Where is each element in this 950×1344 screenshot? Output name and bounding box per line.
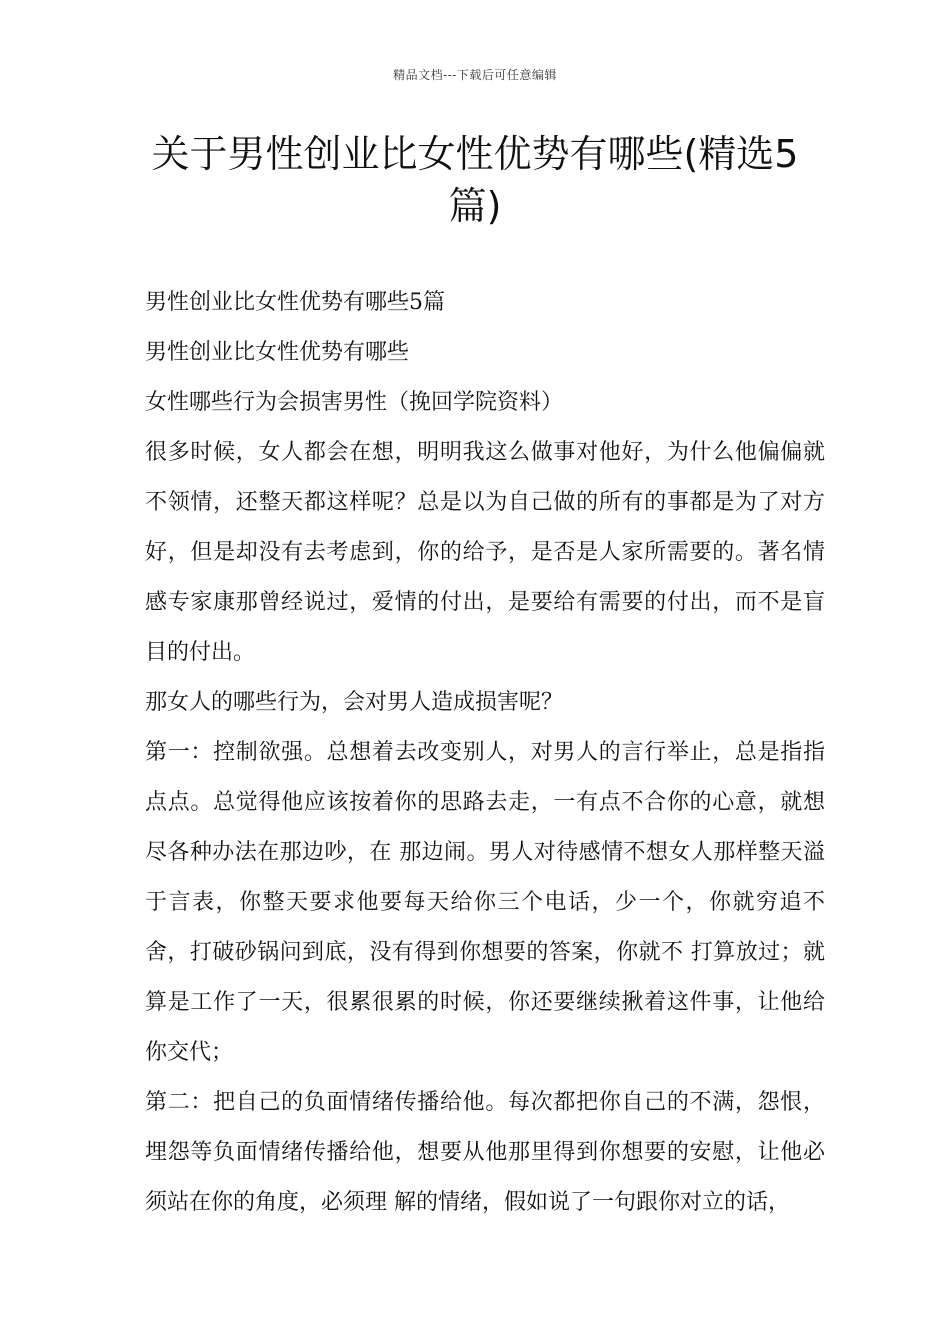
paragraph-heading: 男性创业比女性优势有哪些 xyxy=(145,340,410,365)
document-body xyxy=(145,278,825,1228)
header-note: 精品文档---下载后可任意编辑 xyxy=(393,68,557,82)
paragraph-subtitle: 男性创业比女性优势有哪些5篇 xyxy=(145,290,445,315)
paragraph: 很多时候，女人都会在想，明明我这么做事对他好，为什么他偏偏就不领情，还整天都这样呢？总是以为自己做的所有的事都是为了对方好，但是却没有去考虑到，你的给予，是否是人家所需要的。著名情感专家康那曾经说过，爱情的付出，是要给有需要的付出，而不是盲目的付出。 xyxy=(145,440,825,665)
paragraph-section-title: 女性哪些行为会损害男性（挽回学院资料） xyxy=(145,390,564,415)
paragraph: 第一：控制欲强。总想着去改变别人，对男人的言行举止，总是指指点点。总觉得他应该按着你的思路去走，一有点不合你的心意，就想尽各种办法在那边吵，在 那边闹。男人对待感情不想女人那样整天溢于言表，你整天要求他要每天给你三个电话，少一个，你就穷追不舍，打破砂锅问到底，没有得到你想要的答案，你就不 打算放过；就算是工作了一天，很累很累的时候，你还要继续揪着这件事，让他给你交代； xyxy=(145,740,825,1065)
document-title: 关于男性创业比女性优势有哪些(精选5篇) xyxy=(151,132,799,228)
paragraph: 那女人的哪些行为，会对男人造成损害呢？ xyxy=(145,690,564,715)
paragraph: 第二：把自己的负面情绪传播给他。每次都把你自己的不满，怨恨，埋怨等负面情绪传播给他，想要从他那里得到你想要的安慰，让他必须站在你的角度，必须理 解的情绪，假如说了一句跟你对立的话， xyxy=(145,1090,825,1215)
